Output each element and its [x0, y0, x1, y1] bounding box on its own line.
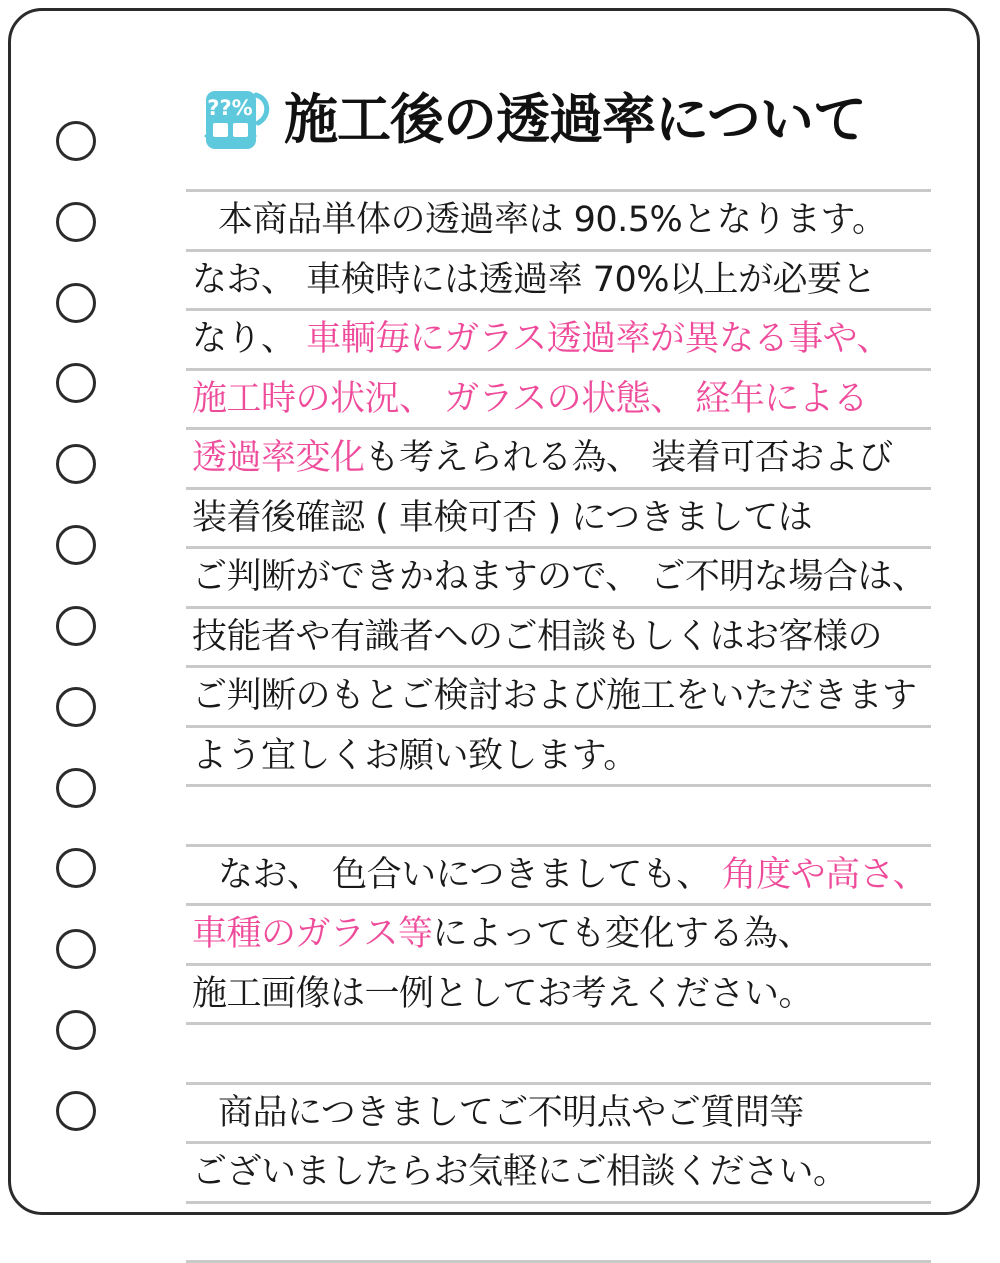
text-line — [192, 905, 944, 965]
plain-text: なり、 — [192, 319, 307, 359]
punch-hole — [56, 929, 96, 969]
highlighted-text: 透過率変化 — [192, 438, 365, 478]
punch-hole — [56, 283, 96, 323]
plain-text: なお、 色合いにつきましても、 — [218, 854, 722, 895]
plain-text: 技能者や有識者へのご相談もしくはお客様の — [192, 616, 883, 657]
highlighted-text: 車輌毎にガラス透過率が異なる事や、 — [306, 319, 891, 359]
body-text — [192, 191, 944, 1203]
plain-text: よう宜しくお願い致します。 — [192, 735, 638, 776]
text-line — [192, 1143, 944, 1203]
highlighted-text: 角度や高さ、 — [721, 854, 928, 895]
paragraph-gap — [192, 1024, 944, 1084]
text-line — [192, 191, 944, 251]
text-line — [192, 846, 944, 906]
punch-hole — [56, 1010, 96, 1050]
highlighted-text: 車種のガラス等 — [192, 914, 433, 954]
punch-hole — [56, 363, 96, 403]
punch-hole — [56, 1091, 96, 1131]
plain-text: によっても変化する為、 — [432, 914, 812, 954]
text-line — [192, 1084, 944, 1144]
text-line — [192, 965, 944, 1025]
punch-hole — [56, 525, 96, 565]
punch-hole — [56, 768, 96, 808]
plain-text: 装着後確認 ( 車検可否 ) につきましては — [192, 497, 813, 538]
text-line — [192, 310, 944, 370]
punch-hole — [56, 687, 96, 727]
highlighted-text: 施工時の状況、 ガラスの状態、 経年による — [192, 378, 868, 419]
text-line — [192, 489, 944, 549]
punch-hole — [56, 121, 96, 161]
text-line — [192, 548, 944, 608]
text-line — [192, 608, 944, 668]
plain-text: なお、 車検時には透過率 70%以上が必要と — [192, 259, 877, 300]
plain-text: ご判断のもとご検討および施工をいただきます — [192, 676, 917, 716]
plain-text: 本商品単体の透過率は 90.5%となります。 — [218, 200, 887, 240]
text-line — [192, 370, 944, 430]
plain-text: も考えられる為、 装着可否および — [364, 438, 893, 478]
punch-hole — [56, 202, 96, 242]
text-line — [192, 251, 944, 311]
transmittance-meter-icon — [200, 83, 274, 157]
punch-hole — [56, 606, 96, 646]
plain-text: 施工画像は一例としてお考えください。 — [192, 973, 814, 1014]
plain-text: ご判断ができかねますので、 ご不明な場合は、 — [192, 557, 927, 597]
text-line — [192, 667, 944, 727]
plain-text: 商品につきましてご不明点やご質問等 — [218, 1092, 804, 1133]
page-title: 施工後の透過率について — [284, 88, 866, 151]
text-line — [192, 727, 944, 787]
punch-hole-column — [41, 121, 111, 1131]
punch-hole — [56, 848, 96, 888]
svg-text:??%: ??% — [207, 96, 253, 120]
page-heading — [200, 83, 866, 157]
text-line — [192, 429, 944, 489]
paper-sheet — [8, 8, 980, 1215]
plain-text: ございましたらお気軽にご相談ください。 — [192, 1152, 848, 1192]
punch-hole — [56, 444, 96, 484]
page-content — [186, 31, 946, 1191]
paragraph-gap — [192, 786, 944, 846]
